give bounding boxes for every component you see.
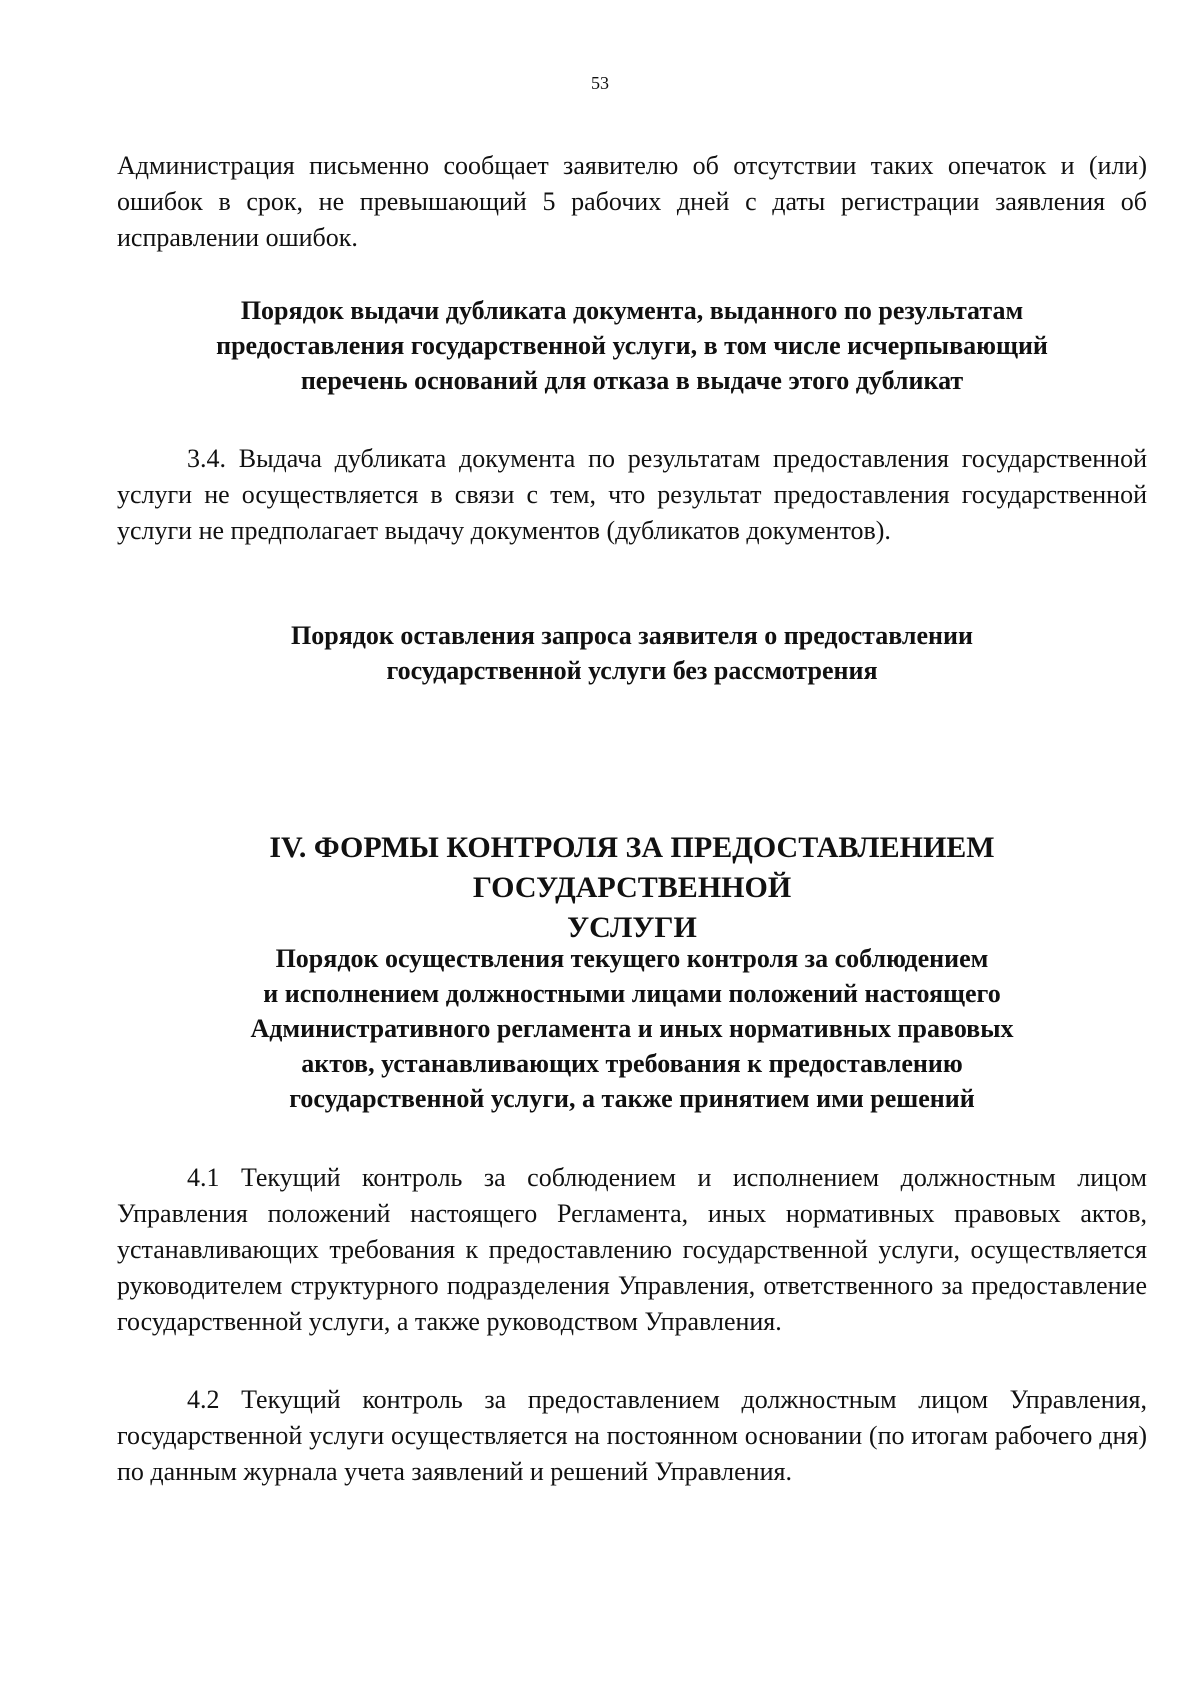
heading-line: IV. ФОРМЫ КОНТРОЛЯ ЗА ПРЕДОСТАВЛЕНИЕМ ГОСУДАРСТВЕННОЙ bbox=[269, 831, 995, 904]
paragraph-4-2: 4.2 Текущий контроль за предоставлением должностным лицом Управления, государственной услуги осуществляется на постоянном основании (по итогам рабочего дня) по данным журнала учета заявлений и решений Управления. bbox=[117, 1385, 1147, 1486]
heading-duplicate-issuance bbox=[117, 293, 1147, 398]
paragraph-3-4: 3.4. Выдача дубликата документа по результатам предоставления государственной услуги не осуществляется в связи с тем, что результат предоставления государственной услуги не предполагает выдачу документов (дубликатов документов). bbox=[117, 444, 1147, 545]
section-4-heading bbox=[117, 828, 1147, 948]
heading-line: государственной услуги без рассмотрения bbox=[386, 656, 878, 685]
page-number: 53 bbox=[591, 73, 609, 93]
heading-line: перечень оснований для отказа в выдаче этого дубликат bbox=[300, 366, 964, 395]
heading-current-control bbox=[117, 941, 1147, 1116]
heading-line: предоставления государственной услуги, в том числе исчерпывающий bbox=[216, 331, 1048, 360]
heading-leave-without-review bbox=[117, 618, 1147, 688]
heading-line: Порядок выдачи дубликата документа, выданного по результатам bbox=[240, 296, 1024, 325]
heading-line: УСЛУГИ bbox=[567, 911, 697, 944]
heading-line: актов, устанавливающих требования к предоставлению bbox=[301, 1049, 963, 1078]
heading-line: Порядок осуществления текущего контроля за соблюдением bbox=[275, 944, 989, 973]
heading-line: Административного регламента и иных нормативных правовых bbox=[250, 1014, 1014, 1043]
paragraph-4-1: 4.1 Текущий контроль за соблюдением и исполнением должностным лицом Управления положений настоящего Регламента, иных нормативных правовых актов, устанавливающих требования к предоставлению государственной услуги, осуществляется руководителем структурного подразделения Управления, ответственного за предоставление государственной услуги, а также руководством Управления. bbox=[117, 1163, 1147, 1336]
heading-line: и исполнением должностными лицами положений настоящего bbox=[263, 979, 1001, 1008]
heading-line: государственной услуги, а также принятием ими решений bbox=[289, 1084, 975, 1113]
intro-paragraph: Администрация письменно сообщает заявителю об отсутствии таких опечаток и (или) ошибок в срок, не превышающий 5 рабочих дней с даты регистрации заявления об исправлении ошибок. bbox=[117, 151, 1147, 252]
heading-line: Порядок оставления запроса заявителя о предоставлении bbox=[291, 621, 973, 650]
